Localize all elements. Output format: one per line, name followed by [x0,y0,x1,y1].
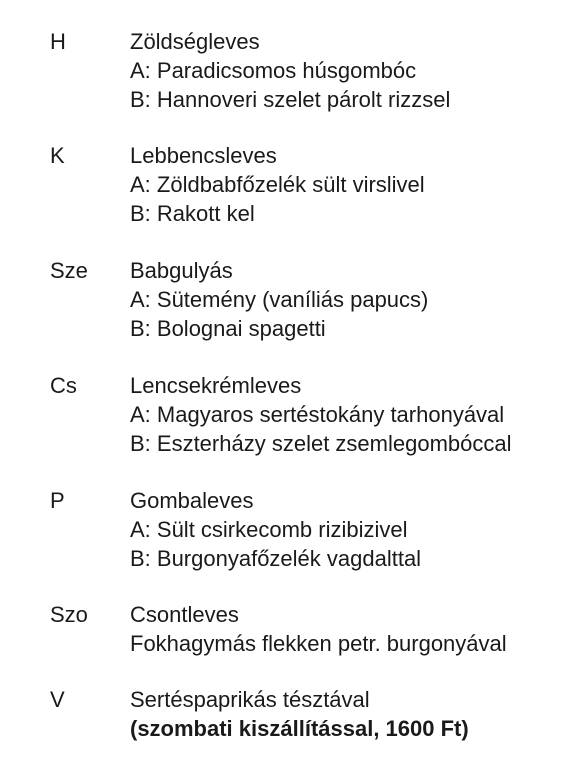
menu-option-a: A: Zöldbabfőzelék sült virslivel [130,172,425,197]
soup-item: Lebbencsleves [130,143,277,168]
soup-item: Gombaleves [130,488,254,513]
soup-item: Babgulyás [130,258,233,283]
main-course-item: Sertéspaprikás tésztával [130,687,370,712]
day-items [130,141,575,228]
delivery-note: (szombati kiszállítással, 1600 Ft) [130,716,469,741]
menu-option-b: B: Hannoveri szelet párolt rizzsel [130,87,451,112]
soup-item: Lencsekrémleves [130,373,302,398]
menu-option-b: B: Burgonyafőzelék vagdalttal [130,546,422,571]
menu-option-a: A: Sült csirkecomb rizibizivel [130,517,408,542]
day-label: Sze [50,258,88,283]
day-label: Szo [50,602,88,627]
day-items [130,685,575,743]
day-items [130,256,575,343]
soup-item: Zöldségleves [130,29,260,54]
day-items [130,486,575,573]
day-label: P [50,488,65,513]
day-items [130,27,575,114]
day-items [130,371,575,458]
menu-option-b: B: Rakott kel [130,201,255,226]
day-label: Cs [50,373,77,398]
main-course-item: Fokhagymás flekken petr. burgonyával [130,631,507,656]
day-label: H [50,29,66,54]
day-label: K [50,143,65,168]
menu-option-a: A: Magyaros sertéstokány tarhonyával [130,402,505,427]
soup-item: Csontleves [130,602,239,627]
menu-option-b: B: Bolognai spagetti [130,316,326,341]
menu-option-b: B: Eszterházy szelet zsemlegombóccal [130,431,512,456]
menu-option-a: A: Sütemény (vaníliás papucs) [130,287,429,312]
day-label: V [50,687,65,712]
day-items [130,600,575,658]
menu-option-a: A: Paradicsomos húsgombóc [130,58,417,83]
